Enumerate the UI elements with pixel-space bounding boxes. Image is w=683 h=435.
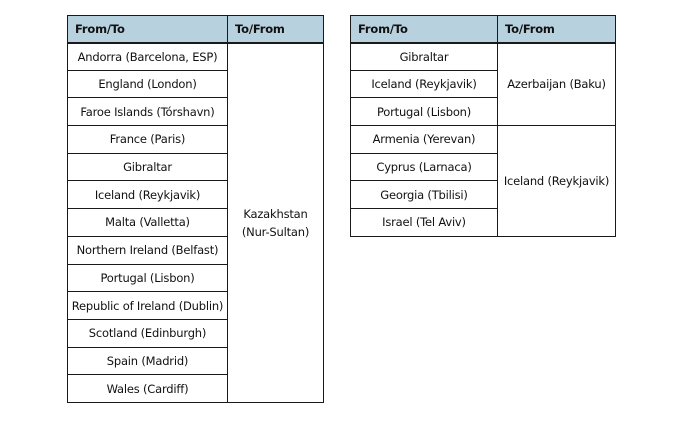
- destination-line: (Nur-Sultan): [241, 224, 310, 239]
- table-header-row: [351, 16, 616, 43]
- origin-cell: Malta (Valletta): [68, 209, 228, 237]
- origin-cell: Cyprus (Larnaca): [351, 153, 498, 181]
- origin-cell: Armenia (Yerevan): [351, 126, 498, 154]
- origin-cell: England (London): [68, 70, 228, 98]
- table-row: [351, 126, 616, 154]
- origin-cell: Andorra (Barcelona, ESP): [68, 43, 228, 71]
- origin-cell: Northern Ireland (Belfast): [68, 236, 228, 264]
- destination-cell: Iceland (Reykjavik): [498, 126, 616, 237]
- route-table-baku-reykjavik: [350, 15, 616, 237]
- table-row: [351, 43, 616, 71]
- table-header-row: [68, 16, 324, 43]
- table-row: [68, 43, 324, 71]
- origin-cell: Gibraltar: [68, 153, 228, 181]
- origin-cell: Spain (Madrid): [68, 347, 228, 375]
- column-header-to-from: To/From: [498, 16, 616, 43]
- route-table-kazakhstan: [67, 15, 324, 403]
- origin-cell: Wales (Cardiff): [68, 375, 228, 403]
- origin-cell: France (Paris): [68, 126, 228, 154]
- origin-cell: Georgia (Tbilisi): [351, 181, 498, 209]
- origin-cell: Faroe Islands (Tórshavn): [68, 98, 228, 126]
- origin-cell: Israel (Tel Aviv): [351, 209, 498, 237]
- destination-cell: [228, 43, 324, 403]
- origin-cell: Republic of Ireland (Dublin): [68, 292, 228, 320]
- origin-cell: Iceland (Reykjavik): [68, 181, 228, 209]
- column-header-to-from: To/From: [228, 16, 324, 43]
- origin-cell: Portugal (Lisbon): [351, 98, 498, 126]
- origin-cell: Scotland (Edinburgh): [68, 319, 228, 347]
- column-header-from-to: From/To: [351, 16, 498, 43]
- column-header-from-to: From/To: [68, 16, 228, 43]
- origin-cell: Portugal (Lisbon): [68, 264, 228, 292]
- origin-cell: Gibraltar: [351, 43, 498, 71]
- origin-cell: Iceland (Reykjavik): [351, 70, 498, 98]
- destination-cell: Azerbaijan (Baku): [498, 43, 616, 126]
- destination-line: Kazakhstan: [243, 206, 308, 221]
